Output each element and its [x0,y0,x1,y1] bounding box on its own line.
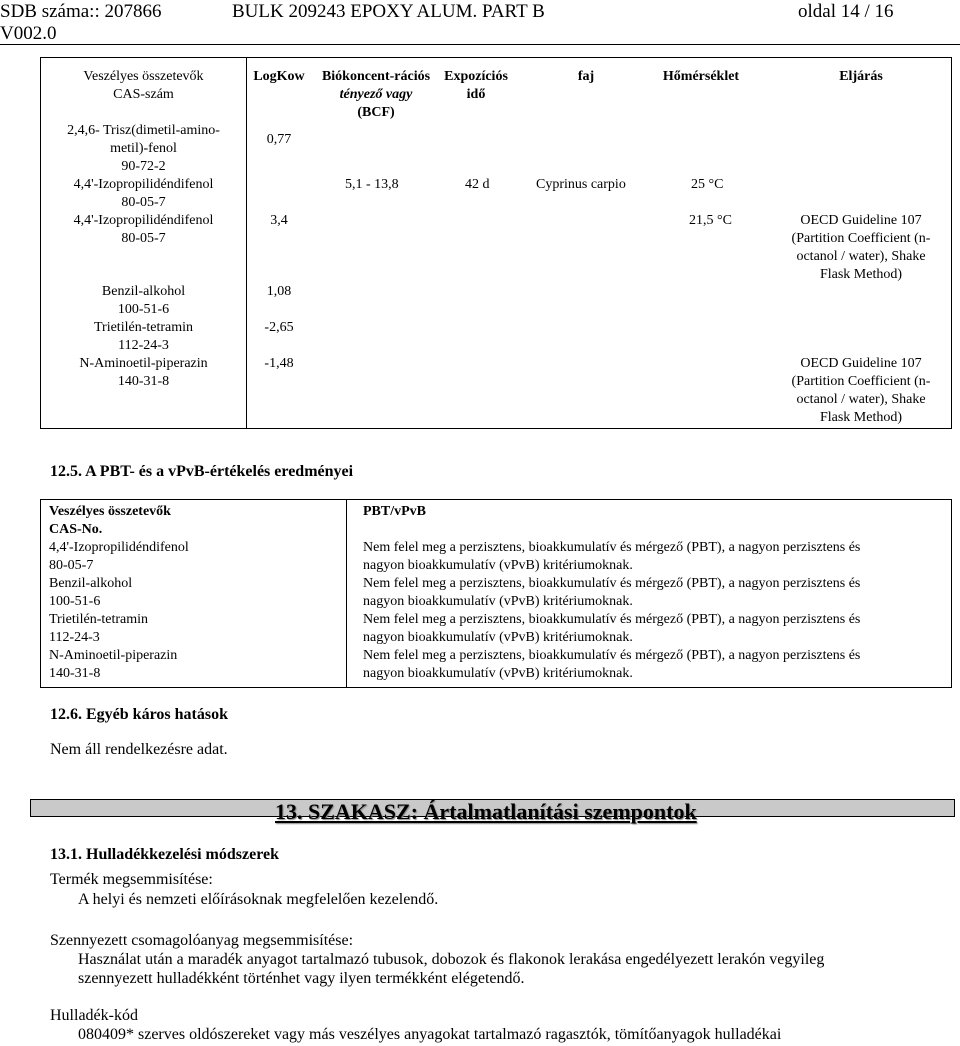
logkow-value: -1,48 [264,356,294,371]
table-row-component: 4,4'-Izopropilidéndifenol 80-05-7 [73,177,214,210]
pbt-header-assessment: PBT/vPvB [363,504,427,519]
table-row-component: 4,4'-Izopropilidéndifenol 80-05-7 [73,213,214,246]
header-divider [0,44,960,45]
bcf-value: 5,1 - 13,8 [345,177,399,192]
pbt-heading: 12.5. A PBT- és a vPvB-értékelés eredményei [50,463,354,480]
pbt-table [40,499,952,688]
header-exposure: Expozíciós idő [444,69,508,102]
table-row-component: 4,4'-Izopropilidéndifenol 80-05-7 [49,540,189,573]
table-column-divider [346,500,347,687]
table-row-component: Benzil-alkohol 100-51-6 [101,284,186,317]
table-column-divider [246,58,247,428]
method-text: OECD Guideline 107 (Partition Coefficient (n- octanol / water), Shake Flask Method) [791,213,931,282]
other-effects-heading: 12.6. Egyéb káros hatások [50,706,228,723]
pbt-header-component: Veszélyes összetevők CAS-No. [49,504,171,537]
method-text: OECD Guideline 107 (Partition Coefficient (n- octanol / water), Shake Flask Method) [791,356,931,425]
logkow-value: -2,65 [264,320,294,335]
table-row-component: Benzil-alkohol 100-51-6 [49,576,133,609]
product-disposal-text: A helyi és nemzeti előírásoknak megfelelően kezelendő. [78,891,439,908]
table-row-component: Trietilén-tetramin 112-24-3 [49,612,149,645]
product-name: BULK 209243 EPOXY ALUM. PART B [232,1,545,22]
header-temperature: Hőmérséklet [662,69,740,84]
pbt-assessment-text: Nem felel meg a perzisztens, bioakkumulatív és mérgező (PBT), a nagyon perzisztens és nagyon bioakkumulatív (vPvB) kritériumoknak. [363,576,861,609]
pbt-assessment-text: Nem felel meg a perzisztens, bioakkumulatív és mérgező (PBT), a nagyon perzisztens és nagyon bioakkumulatív (vPvB) kritériumoknak. [363,540,861,573]
table-row-component: N-Aminoetil-piperazin 140-31-8 [49,648,178,681]
table-row-component: 2,4,6- Trisz(dimetil-amino- metil)-fenol 90-72-2 [67,123,220,174]
other-effects-text: Nem áll rendelkezésre adat. [50,741,228,758]
table-row-component: N-Aminoetil-piperazin 140-31-8 [79,356,208,389]
section-13-title: 13. SZAKASZ: Ártalmatlanítási szempontok [275,799,697,824]
bioaccumulation-table [40,57,952,429]
waste-code-text: 080409* szerves oldószereket vagy más veszélyes anyagokat tartalmazó ragasztók, tömítőanyagok hulladékai [78,1026,782,1043]
packaging-disposal-text-line1: Használat után a maradék anyagot tartalmazó tubusok, dobozok és flakonok lerakása engedélyezett lerakón vegyileg [78,951,825,968]
temperature-value: 25 °C [691,177,724,192]
logkow-value: 3,4 [270,213,288,228]
waste-methods-heading: 13.1. Hulladékkezelési módszerek [50,846,280,863]
pbt-assessment-text: Nem felel meg a perzisztens, bioakkumulatív és mérgező (PBT), a nagyon perzisztens és nagyon bioakkumulatív (vPvB) kritériumoknak. [363,612,861,645]
packaging-disposal-text-line2: szennyezett hulladékként történhet vagy ilyen termékként elégetendő. [78,970,525,987]
packaging-disposal-label: Szennyezett csomagolóanyag megsemmisítése: [50,932,354,949]
header-component: Veszélyes összetevők CAS-szám [83,69,204,102]
product-disposal-label: Termék megsemmisítése: [50,871,213,888]
pbt-assessment-text: Nem felel meg a perzisztens, bioakkumulatív és mérgező (PBT), a nagyon perzisztens és nagyon bioakkumulatív (vPvB) kritériumoknak. [363,648,861,681]
header-species: faj [577,69,595,84]
waste-code-label: Hulladék-kód [50,1007,138,1024]
version-label: V002.0 [0,23,57,44]
header-logkow: LogKow [253,69,305,84]
header-method: Eljárás [839,69,883,84]
exposure-value: 42 d [465,177,490,192]
table-row-component: Trietilén-tetramin 112-24-3 [93,320,194,353]
logkow-value: 0,77 [266,132,292,147]
page-number: oldal 14 / 16 [798,1,894,22]
logkow-value: 1,08 [266,284,292,299]
sdb-number: SDB száma:: 207866 [0,1,162,22]
temperature-value: 21,5 °C [689,213,732,228]
species-value: Cyprinus carpio [536,177,626,192]
header-bcf: Biókoncent-rációs tényező vagy (BCF) [321,69,431,120]
